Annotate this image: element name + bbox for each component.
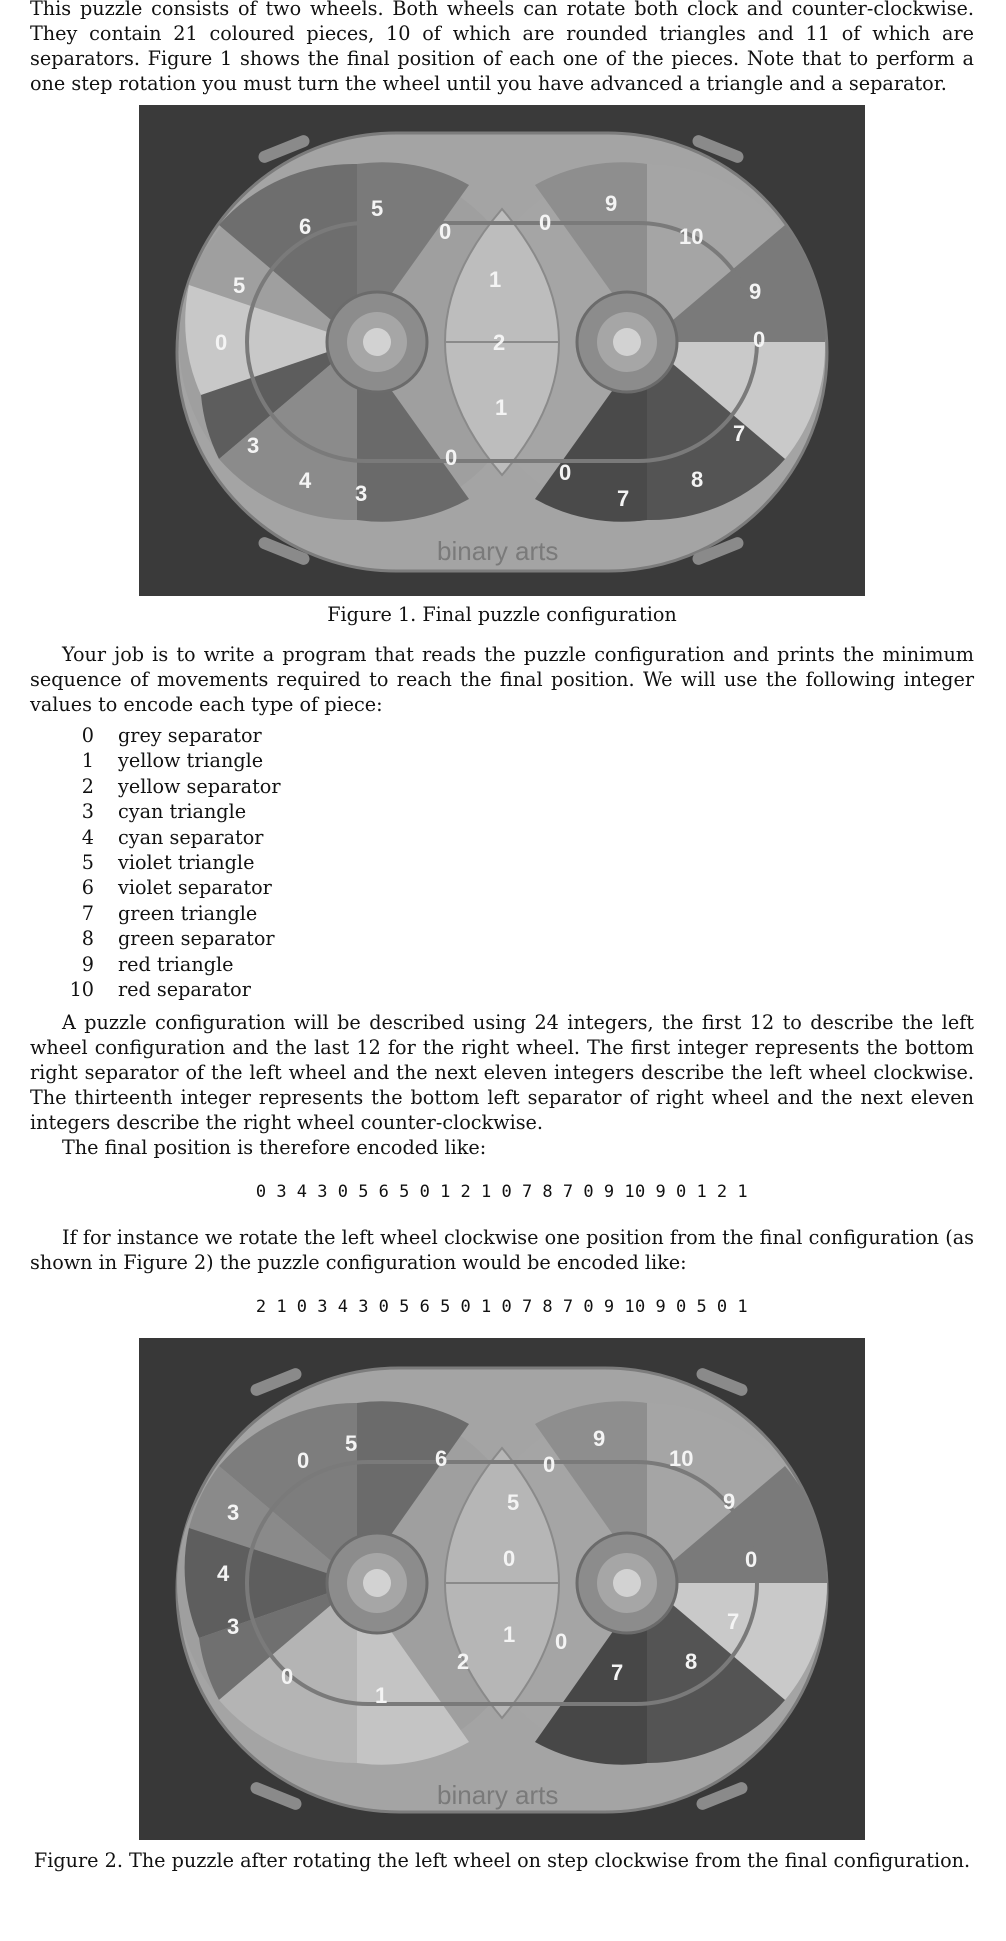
code-number: 10	[69, 977, 94, 1001]
code-row	[60, 952, 974, 977]
fig1-brand-logo: binary arts	[437, 536, 559, 566]
code-number: 4	[81, 825, 94, 849]
code-description: green separator	[118, 927, 275, 951]
fig1-label: 0	[753, 327, 766, 352]
code-number: 5	[81, 850, 94, 874]
fig1-label: 7	[733, 421, 746, 446]
fig2-label: 9	[723, 1489, 736, 1515]
figure-1-caption: Figure 1. Final puzzle configuration	[327, 603, 677, 626]
fig2-label: 0	[745, 1547, 758, 1573]
fig2-label: 1	[375, 1683, 388, 1709]
final-encoding: 0 3 4 3 0 5 6 5 0 1 2 1 0 7 8 7 0 9 10 9 0 1 2 1	[255, 1182, 749, 1203]
code-description: cyan separator	[118, 825, 264, 849]
code-number: 6	[81, 876, 94, 900]
code-description: cyan triangle	[118, 800, 247, 824]
fig2-label: 5	[507, 1490, 520, 1516]
fig1-label: 3	[355, 481, 368, 506]
fig1-label: 1	[495, 395, 508, 420]
figure-2-caption: Figure 2. The puzzle after rotating the left wheel on step clockwise from the final configuration.	[33, 1849, 971, 1873]
fig2-label: 3	[227, 1614, 240, 1640]
fig1-label: 5	[233, 273, 246, 298]
fig2-label: 4	[217, 1561, 230, 1587]
fig1-label: 3	[247, 433, 260, 458]
rotate-paragraph: If for instance we rotate the left wheel clockwise one position from the final configuration (as shown in Figure 2) the puzzle configuration would be encoded like:	[30, 1226, 974, 1275]
fig1-label: 0	[559, 460, 572, 485]
rotated-encoding: 2 1 0 3 4 3 0 5 6 5 0 1 0 7 8 7 0 9 10 9 0 5 0 1	[255, 1297, 749, 1318]
fig1-label: 0	[539, 210, 552, 235]
fig2-label: 0	[281, 1664, 294, 1690]
code-description: violet separator	[118, 876, 272, 900]
fig1-label: 8	[691, 467, 704, 492]
fig2-label: 5	[345, 1431, 358, 1457]
fig2-label: 6	[435, 1446, 448, 1472]
page	[30, 0, 974, 1873]
config-paragraph: A puzzle configuration will be described using 24 integers, the first 12 to describe the left wheel configuration and the last 12 for the right wheel. The first integer represents the bottom right separator of the left wheel and the next eleven integers describe the left wheel clockwise. The thirteenth integer represents the bottom left separator of right wheel and the next eleven integers describe the right wheel counter-clockwise.	[30, 1011, 974, 1135]
fig2-brand-logo: binary arts	[437, 1780, 559, 1811]
code-number: 2	[81, 774, 94, 798]
code-description: grey separator	[118, 724, 262, 747]
fig1-label: 1	[489, 267, 502, 292]
code-row	[60, 774, 974, 799]
fig1-label: 9	[749, 279, 762, 304]
code-number: 9	[81, 952, 94, 976]
code-number: 3	[81, 800, 94, 824]
fig2-label: 2	[457, 1649, 470, 1675]
code-row	[60, 977, 974, 1002]
fig2-label: 0	[503, 1546, 516, 1572]
fig2-label: 1	[503, 1622, 516, 1648]
fig2-label: 9	[593, 1426, 606, 1452]
code-row	[60, 825, 974, 850]
fig1-label: 0	[439, 219, 452, 244]
fig2-label: 0	[297, 1448, 310, 1474]
fig2-label: 7	[727, 1609, 740, 1635]
code-description: yellow separator	[118, 774, 281, 798]
code-row	[60, 901, 974, 926]
code-number: 8	[81, 927, 94, 951]
intro-paragraph: This puzzle consists of two wheels. Both wheels can rotate both clock and counter-clockwise. They contain 21 coloured pieces, 10 of which are rounded triangles and 11 of which are separators. Figure 1 shows the final position of each one of the pieces. Note that to perform a one step rotation you must turn the wheel until you have advanced a triangle and a separator.	[30, 0, 974, 95]
code-row	[60, 799, 974, 824]
figure-2-photo	[139, 1338, 865, 1840]
code-number: 7	[81, 901, 94, 925]
code-description: red separator	[118, 977, 251, 1001]
fig1-label: 0	[445, 445, 458, 470]
code-table	[60, 723, 974, 1002]
code-description: yellow triangle	[118, 749, 264, 773]
fig2-label: 0	[555, 1629, 568, 1655]
code-number: 1	[81, 749, 94, 773]
fig2-label: 0	[543, 1452, 556, 1478]
fig1-label: 4	[299, 468, 312, 493]
figure-1	[139, 105, 865, 627]
fig2-label: 3	[227, 1500, 240, 1526]
code-row	[60, 926, 974, 951]
figure-2	[139, 1338, 865, 1840]
code-row	[60, 723, 974, 748]
code-number: 0	[81, 724, 94, 747]
code-description: green triangle	[118, 901, 258, 925]
fig1-label: 9	[605, 191, 618, 216]
fig1-label: 0	[215, 330, 228, 355]
fig1-label: 10	[679, 224, 704, 249]
fig1-label: 5	[371, 196, 384, 221]
final-intro: The final position is therefore encoded like:	[62, 1136, 487, 1160]
job-paragraph: Your job is to write a program that reads the puzzle configuration and prints the minimum sequence of movements required to reach the final position. We will use the following integer values to encode each type of piece:	[30, 643, 974, 716]
code-description: violet triangle	[118, 850, 255, 874]
code-row	[60, 850, 974, 875]
fig2-label: 10	[669, 1446, 694, 1472]
code-row	[60, 875, 974, 900]
fig1-label: 6	[299, 214, 312, 239]
code-description: red triangle	[118, 952, 234, 976]
fig1-label: 2	[493, 330, 506, 355]
fig2-label: 8	[685, 1649, 698, 1675]
code-row	[60, 748, 974, 773]
figure-1-photo	[139, 105, 865, 596]
fig2-label: 7	[611, 1660, 624, 1686]
fig1-label: 7	[617, 486, 630, 511]
